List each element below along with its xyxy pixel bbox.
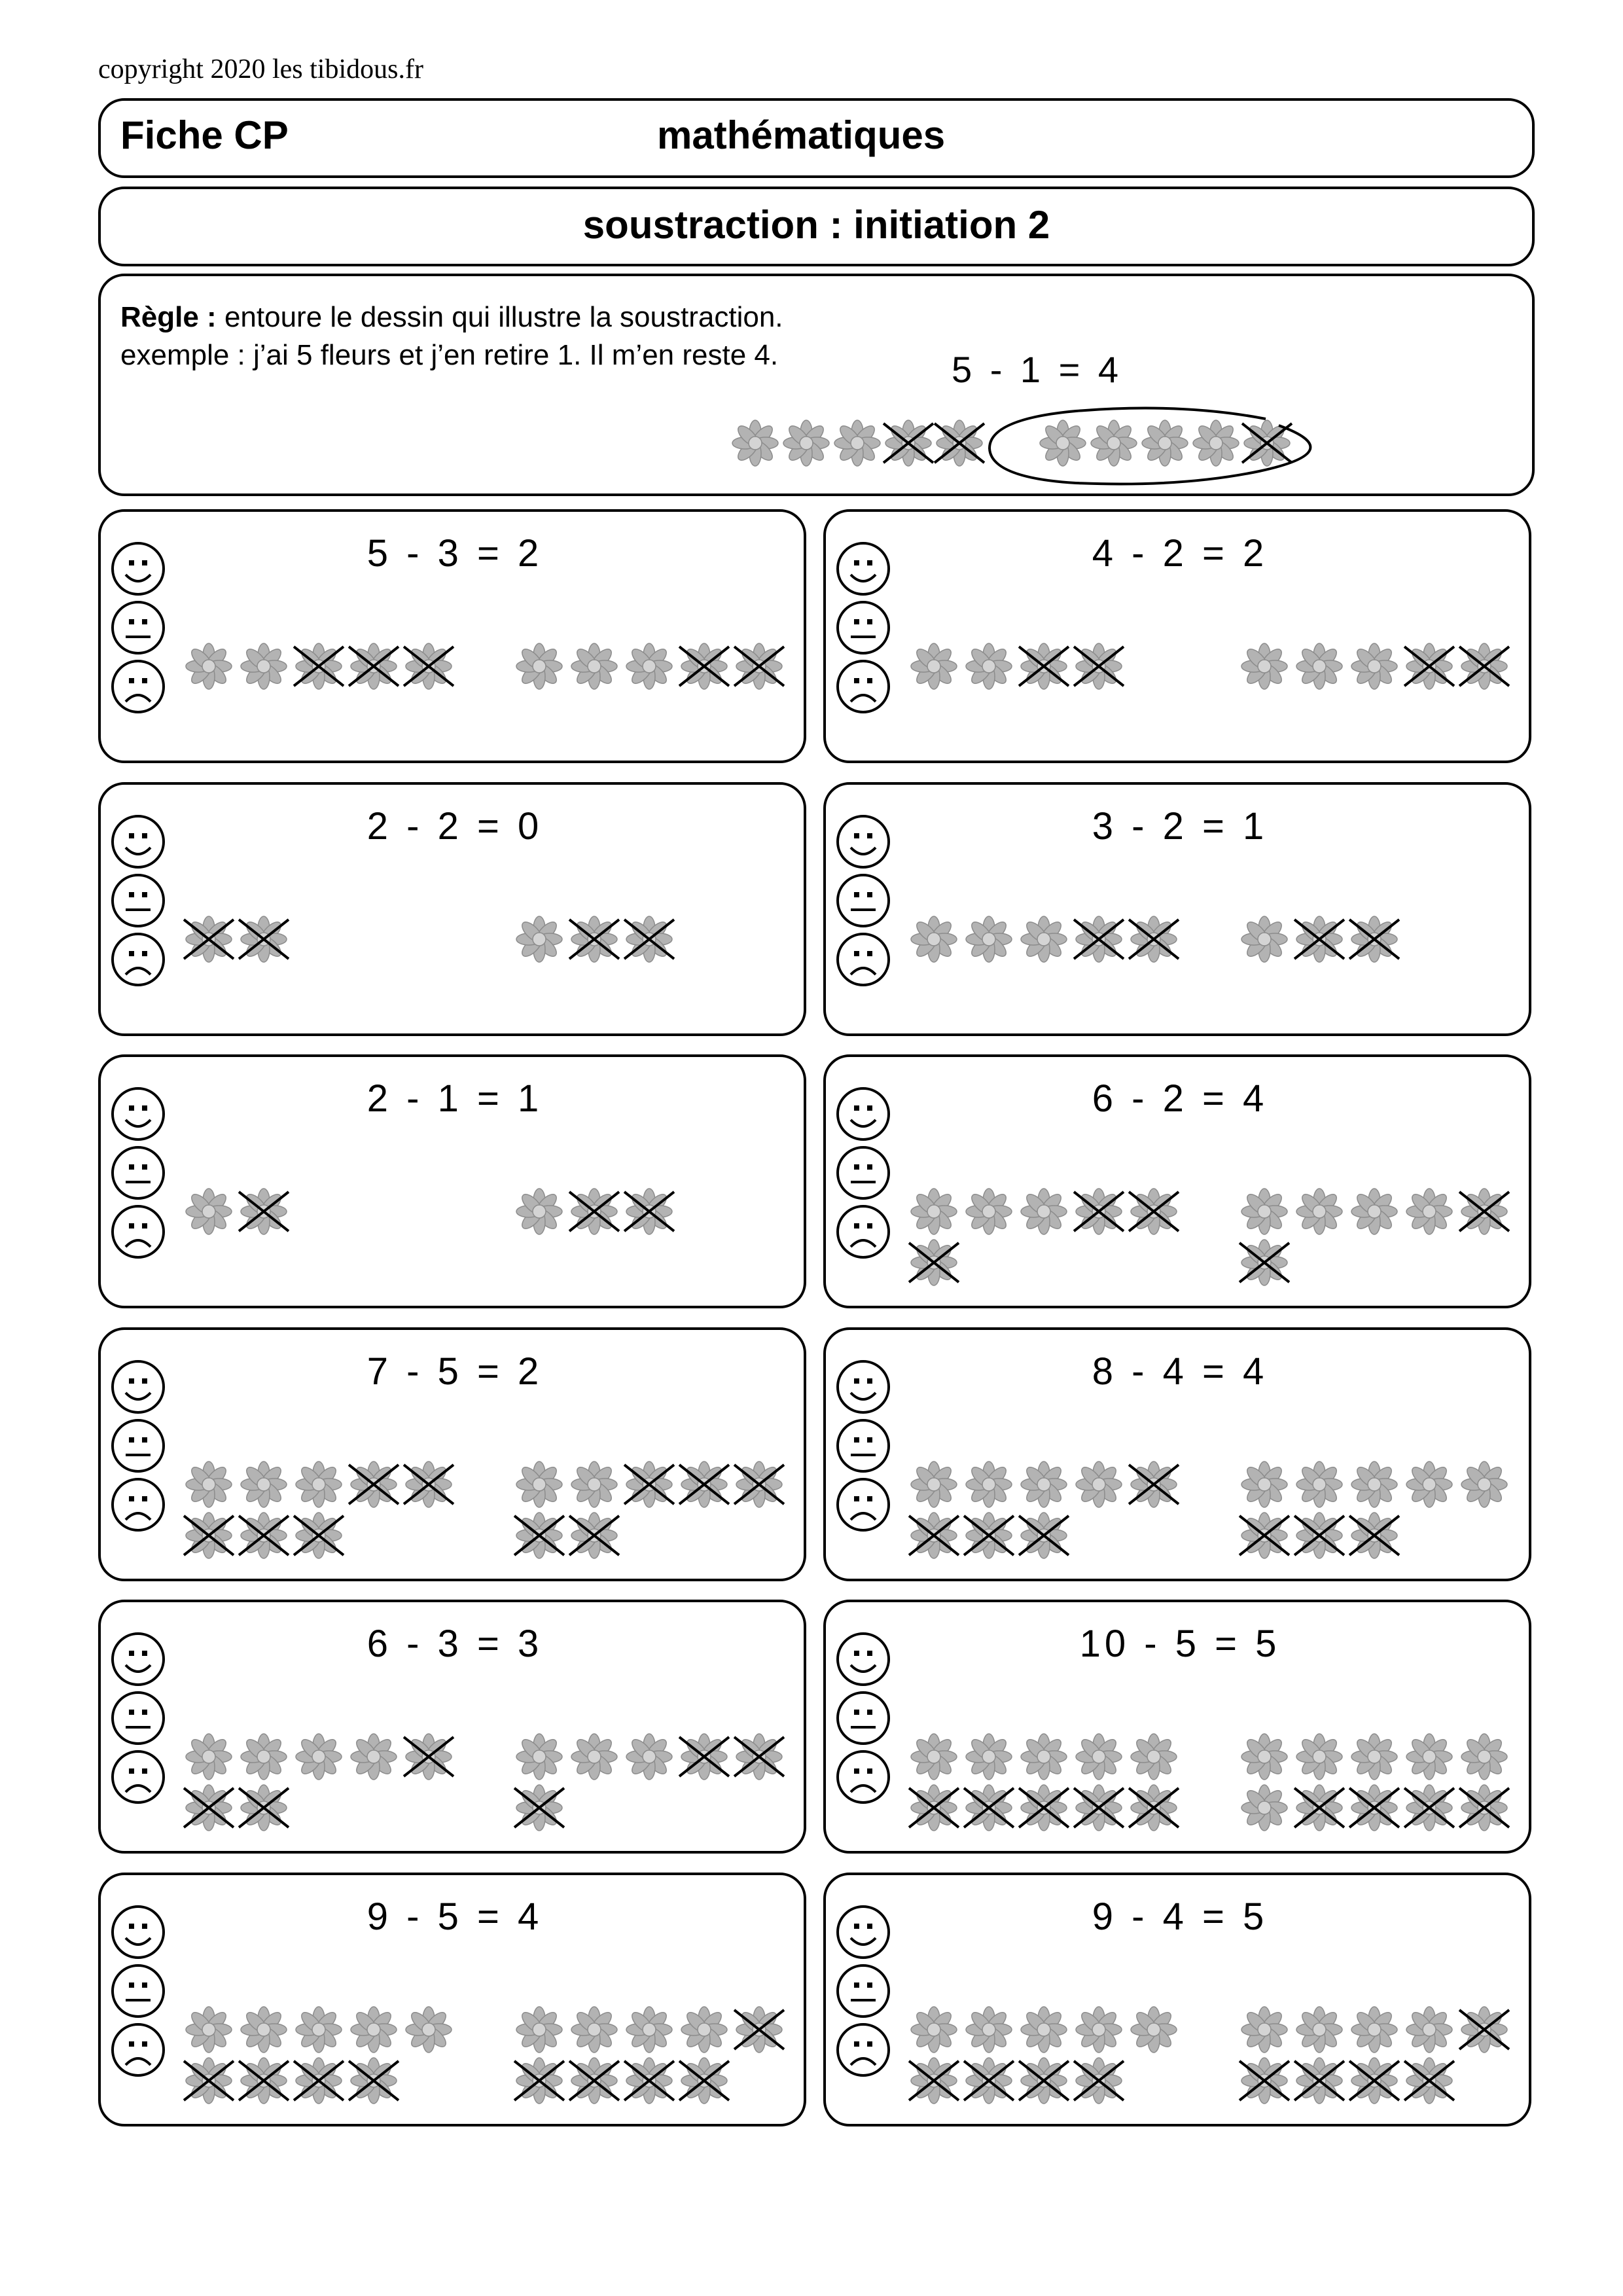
exercise-equation: 6 - 3 = 3 [366,1623,543,1665]
drawing-option-left[interactable] [908,914,1196,965]
flower-icon [966,643,1012,689]
neutral-face-icon[interactable] [110,1145,166,1201]
crossed-flower-icon [404,1734,454,1780]
title-box [98,187,1535,266]
flower-icon [186,1734,232,1780]
flower-icon [516,1189,562,1234]
crossed-flower-icon [734,1734,784,1780]
flower-icon [1351,1462,1397,1507]
drawing-option-right[interactable] [513,1732,801,1834]
header-box [98,98,1535,178]
flower-group [908,1460,1183,1562]
exercise-equation: 7 - 5 = 2 [366,1350,543,1393]
flower-group [908,2005,1183,2107]
crossed-flower-icon [624,1462,674,1507]
crossed-flower-icon [1129,1785,1179,1831]
crossed-flower-icon [1404,2058,1454,2104]
flower-icon [296,2007,342,2053]
exercise-equation: 2 - 2 = 0 [366,805,543,848]
flower-group [513,2005,788,2107]
crossed-flower-icon [184,916,234,962]
flower-group [1238,641,1513,692]
crossed-flower-icon [964,1785,1014,1831]
neutral-face-icon[interactable] [835,600,891,656]
flower-icon [1021,2007,1067,2053]
flower-group [513,1460,788,1562]
flower-group [183,1732,457,1834]
flower-icon [911,916,957,962]
flower-icon [966,2007,1012,2053]
flower-icon [1021,1734,1067,1780]
crossed-flower-icon [1294,2058,1344,2104]
flower-icon [1406,2007,1452,2053]
sad-face-icon[interactable] [835,1749,891,1805]
drawing-option-left[interactable] [183,914,471,965]
drawing-option-right[interactable] [1238,1732,1526,1834]
neutral-face-icon[interactable] [835,872,891,929]
crossed-flower-icon [184,2058,234,2104]
flower-icon [516,916,562,962]
crossed-flower-icon [349,2058,399,2104]
crossed-flower-icon [184,1785,234,1831]
crossed-flower-icon [1074,643,1124,689]
drawing-option-left[interactable] [183,1460,471,1562]
crossed-flower-icon [1459,1189,1509,1234]
crossed-flower-icon [883,420,933,466]
flower-icon [516,643,562,689]
flower-icon [1241,643,1287,689]
flower-icon [186,2007,232,2053]
flower-group [1238,1187,1513,1289]
crossed-flower-icon [1019,2058,1069,2104]
flower-icon [406,2007,452,2053]
crossed-flower-icon [1294,1785,1344,1831]
crossed-flower-icon [1019,643,1069,689]
flower-icon [966,1734,1012,1780]
crossed-flower-icon [1129,1462,1179,1507]
flower-icon [1131,1734,1177,1780]
neutral-face-icon[interactable] [110,1690,166,1746]
exercise-equation: 3 - 2 = 1 [1092,805,1268,848]
flower-icon [1296,1189,1342,1234]
flower-icon [966,1189,1012,1234]
neutral-face-icon[interactable] [835,1963,891,2019]
flower-icon [351,2007,397,2053]
flower-icon [186,1189,232,1234]
crossed-flower-icon [1349,2058,1399,2104]
crossed-flower-icon [1294,1513,1344,1558]
flower-group [183,914,457,965]
crossed-flower-icon [1019,1785,1069,1831]
crossed-flower-icon [1349,916,1399,962]
flower-icon [1241,1734,1287,1780]
exercise-card [823,509,1531,763]
sad-face-icon[interactable] [110,1204,166,1260]
flower-icon [1021,916,1067,962]
crossed-flower-icon [1129,1189,1179,1234]
crossed-flower-icon [679,2058,729,2104]
exercise-equation: 10 - 5 = 5 [1079,1623,1281,1665]
crossed-flower-icon [734,643,784,689]
flower-icon [571,2007,617,2053]
crossed-flower-icon [624,2058,674,2104]
flower-icon [1241,1189,1287,1234]
flower-icon [241,2007,287,2053]
rule-box [98,274,1535,496]
crossed-flower-icon [1240,1513,1289,1558]
crossed-flower-icon [935,420,984,466]
drawing-option-right[interactable] [513,914,801,965]
drawing-option-left[interactable] [908,1187,1196,1289]
crossed-flower-icon [1074,2058,1124,2104]
drawing-option-left[interactable] [183,2005,471,2107]
flower-group [183,2005,457,2107]
flower-icon [1296,643,1342,689]
drawing-option-left[interactable] [183,641,471,692]
sad-face-icon[interactable] [110,1477,166,1533]
sad-face-icon[interactable] [835,2022,891,2078]
crossed-flower-icon [964,1513,1014,1558]
flower-group [908,914,1183,965]
crossed-flower-icon [1349,1513,1399,1558]
flower-icon [1406,1189,1452,1234]
level-label: Fiche CP [120,113,289,157]
drawing-option-right[interactable] [513,641,801,692]
example-equation: 5 - 1 = 4 [952,349,1123,390]
drawing-option-right[interactable] [1238,2005,1526,2107]
example-text: exemple : j’ai 5 fleurs et j’en retire 1. Il m’en reste 4. [120,339,779,371]
crossed-flower-icon [404,643,454,689]
crossed-flower-icon [184,1513,234,1558]
flower-icon [296,1734,342,1780]
flower-icon [516,1734,562,1780]
crossed-flower-icon [734,2007,784,2053]
exercise-card [823,1054,1531,1308]
sad-face-icon[interactable] [110,658,166,715]
exercise-equation: 5 - 3 = 2 [366,532,543,575]
crossed-flower-icon [294,2058,344,2104]
sad-face-icon[interactable] [835,658,891,715]
exercise-card [98,509,806,763]
drawing-option-left[interactable] [183,1732,471,1834]
crossed-flower-icon [1074,916,1124,962]
crossed-flower-icon [1404,643,1454,689]
crossed-flower-icon [569,2058,619,2104]
sad-face-icon[interactable] [110,931,166,988]
flower-group [513,641,788,692]
crossed-flower-icon [349,643,399,689]
flower-group [513,1187,788,1238]
flower-group [1238,1460,1513,1562]
page-title: soustraction : initiation 2 [582,203,1050,247]
flower-group [908,1187,1183,1289]
flower-icon [516,1462,562,1507]
crossed-flower-icon [239,2058,289,2104]
exercise-card [98,1873,806,2126]
flower-icon [1076,1734,1122,1780]
crossed-flower-icon [514,2058,564,2104]
exercise-card [823,1600,1531,1854]
exercise-card [823,1327,1531,1581]
crossed-flower-icon [624,1189,674,1234]
drawing-option-right[interactable] [1238,1460,1526,1562]
drawing-option-right[interactable] [1238,914,1526,965]
flower-group [183,1187,457,1238]
exercise-equation: 9 - 4 = 5 [1092,1895,1268,1938]
flower-icon [1076,1462,1122,1507]
flower-icon [681,2007,727,2053]
flower-icon [834,420,880,466]
neutral-face-icon[interactable] [835,1145,891,1201]
flower-group [1238,1732,1513,1834]
sad-face-icon[interactable] [835,931,891,988]
flower-group [513,914,788,965]
flower-icon [241,1734,287,1780]
drawing-option-left[interactable] [908,2005,1196,2107]
flower-icon [1351,643,1397,689]
example-circle [984,399,1325,491]
drawing-option-left[interactable] [908,1460,1196,1562]
flower-group [183,1460,457,1562]
flower-icon [571,643,617,689]
flower-icon [911,643,957,689]
flower-icon [1241,916,1287,962]
crossed-flower-icon [1074,1785,1124,1831]
exercise-card [98,1600,806,1854]
flower-icon [626,2007,672,2053]
crossed-flower-icon [679,643,729,689]
exercise-card [823,1873,1531,2126]
neutral-face-icon[interactable] [110,872,166,929]
crossed-flower-icon [294,643,344,689]
crossed-flower-icon [679,1734,729,1780]
flower-icon [1241,1462,1287,1507]
crossed-flower-icon [909,1785,959,1831]
neutral-face-icon[interactable] [835,1690,891,1746]
drawing-option-left[interactable] [183,1187,471,1238]
flower-group [908,641,1183,692]
crossed-flower-icon [1349,1785,1399,1831]
flower-icon [516,2007,562,2053]
crossed-flower-icon [514,1785,564,1831]
crossed-flower-icon [909,1513,959,1558]
crossed-flower-icon [1459,2007,1509,2053]
crossed-flower-icon [624,916,674,962]
crossed-flower-icon [1019,1513,1069,1558]
flower-group [1238,914,1513,965]
flower-icon [1076,2007,1122,2053]
exercise-equation: 2 - 1 = 1 [366,1077,543,1120]
flower-icon [571,1462,617,1507]
drawing-option-left[interactable] [908,641,1196,692]
flower-icon [296,1462,342,1507]
crossed-flower-icon [1129,916,1179,962]
copyright: copyright 2020 les tibidous.fr [98,54,423,84]
crossed-flower-icon [239,1189,289,1234]
crossed-flower-icon [909,2058,959,2104]
flower-group [1238,2005,1513,2107]
flower-group [908,1732,1183,1834]
rule-label: Règle : [120,301,217,333]
crossed-flower-icon [239,916,289,962]
crossed-flower-icon [1459,1785,1509,1831]
flower-icon [626,1734,672,1780]
crossed-flower-icon [1459,643,1509,689]
drawing-option-right[interactable] [513,2005,801,2107]
drawing-option-right[interactable] [513,1460,801,1562]
sad-face-icon[interactable] [835,1204,891,1260]
flower-icon [911,1462,957,1507]
flower-icon [1131,2007,1177,2053]
crossed-flower-icon [239,1513,289,1558]
crossed-flower-icon [909,1240,959,1285]
flower-icon [1241,2007,1287,2053]
neutral-face-icon[interactable] [110,1418,166,1474]
flower-icon [1406,1734,1452,1780]
crossed-flower-icon [1074,1189,1124,1234]
crossed-flower-icon [1240,1240,1289,1285]
subject-label: mathématiques [657,113,946,157]
sad-face-icon[interactable] [110,2022,166,2078]
exercise-equation: 9 - 5 = 4 [366,1895,543,1938]
crossed-flower-icon [569,1189,619,1234]
flower-icon [241,643,287,689]
drawing-option-right[interactable] [1238,641,1526,692]
flower-icon [1351,1189,1397,1234]
rule-line [120,301,783,334]
flower-icon [1406,1462,1452,1507]
crossed-flower-icon [734,1462,784,1507]
flower-icon [911,1189,957,1234]
flower-icon [1461,1462,1507,1507]
flower-icon [1296,1734,1342,1780]
crossed-flower-icon [679,1462,729,1507]
crossed-flower-icon [1404,1785,1454,1831]
crossed-flower-icon [239,1785,289,1831]
flower-group [513,1732,788,1834]
crossed-flower-icon [1294,916,1344,962]
neutral-face-icon[interactable] [110,600,166,656]
drawing-option-right[interactable] [513,1187,801,1238]
crossed-flower-icon [569,1513,619,1558]
neutral-face-icon[interactable] [835,1418,891,1474]
crossed-flower-icon [514,1513,564,1558]
exercise-card [98,1054,806,1308]
flower-icon [911,2007,957,2053]
drawing-option-left[interactable] [908,1732,1196,1834]
sad-face-icon[interactable] [835,1477,891,1533]
crossed-flower-icon [1240,2058,1289,2104]
flower-icon [966,1462,1012,1507]
flower-icon [241,1462,287,1507]
crossed-flower-icon [349,1462,399,1507]
crossed-flower-icon [964,2058,1014,2104]
flower-icon [186,1462,232,1507]
flower-icon [571,1734,617,1780]
sad-face-icon[interactable] [110,1749,166,1805]
flower-icon [626,643,672,689]
flower-icon [351,1734,397,1780]
flower-icon [1021,1189,1067,1234]
flower-icon [966,916,1012,962]
crossed-flower-icon [569,916,619,962]
flower-icon [1021,1462,1067,1507]
flower-icon [186,643,232,689]
exercise-equation: 4 - 2 = 2 [1092,532,1268,575]
flower-icon [1351,2007,1397,2053]
flower-icon [911,1734,957,1780]
exercise-card [823,782,1531,1036]
flower-icon [1296,1462,1342,1507]
flower-group [183,641,457,692]
crossed-flower-icon [294,1513,344,1558]
rule-text: entoure le dessin qui illustre la soustraction. [224,301,783,333]
flower-icon [1461,1734,1507,1780]
flower-icon [1296,2007,1342,2053]
flower-icon [783,420,829,466]
drawing-option-right[interactable] [1238,1187,1526,1289]
flower-icon [1351,1734,1397,1780]
exercise-card [98,1327,806,1581]
exercise-card [98,782,806,1036]
neutral-face-icon[interactable] [110,1963,166,2019]
flower-icon [732,420,778,466]
crossed-flower-icon [404,1462,454,1507]
exercise-equation: 6 - 2 = 4 [1092,1077,1268,1120]
flower-icon [1241,1785,1287,1831]
exercise-equation: 8 - 4 = 4 [1092,1350,1268,1393]
